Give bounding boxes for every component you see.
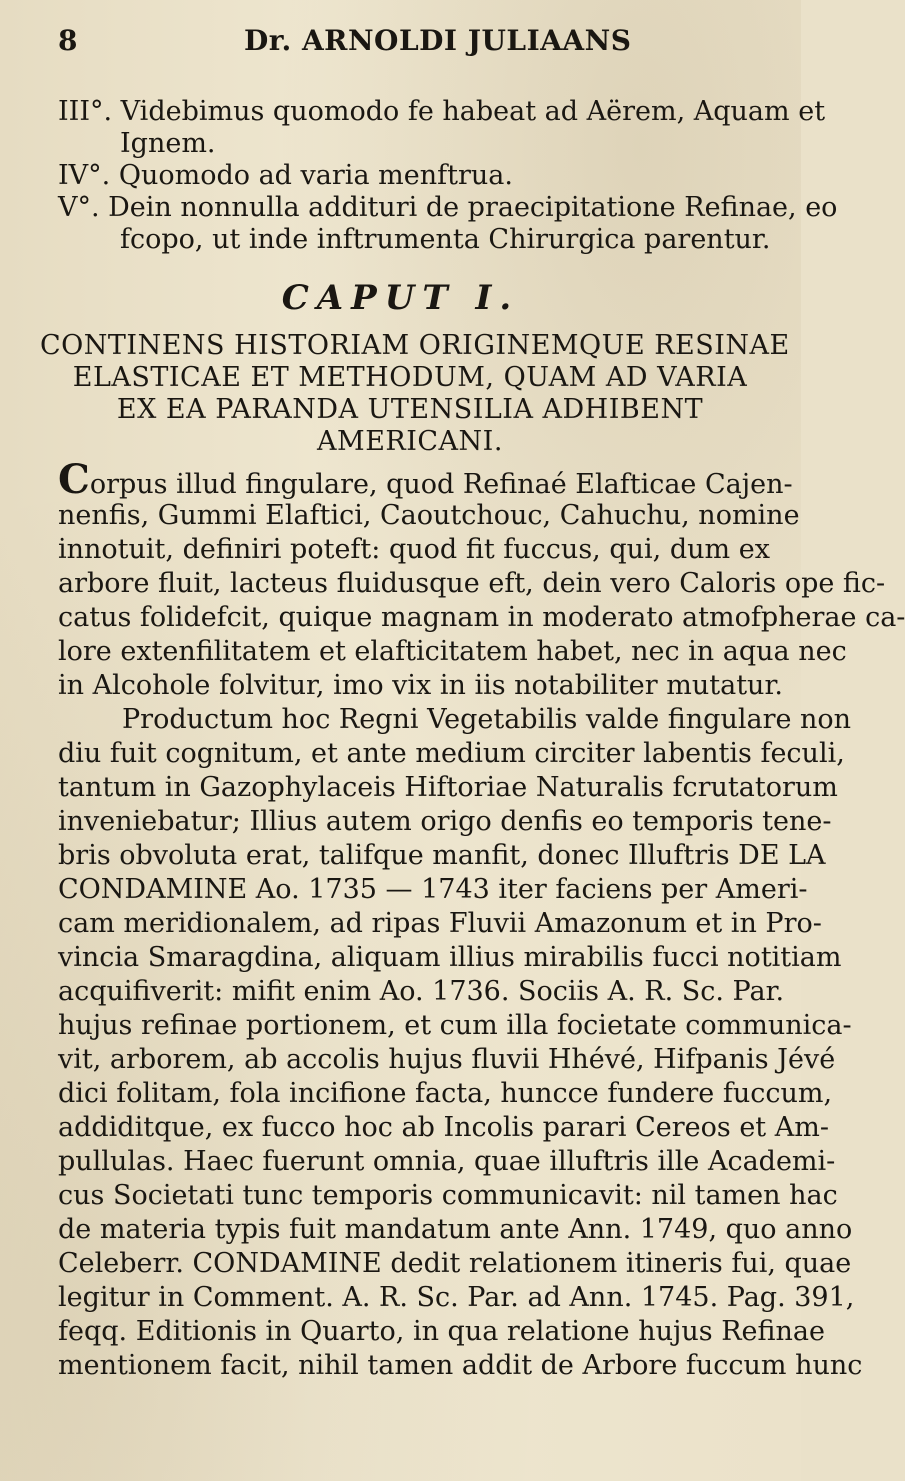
paragraph-2-line: addiditque, ex fucco hoc ab Incolis parari Cereos et Am-: [58, 1112, 829, 1143]
toc-item-3-continued: Ignem.: [120, 128, 216, 159]
paragraph-2-line: CONDAMINE Ao. 1735 — 1743 iter faciens per Ameri-: [58, 874, 808, 905]
paragraph-2-line: acquifiverit: mifit enim Ao. 1736. Sociis A. R. Sc. Par.: [58, 976, 785, 1007]
toc-item-4: IV°. Quomodo ad varia menftrua.: [58, 160, 513, 191]
running-header: [58, 24, 758, 64]
paragraph-2-line: cus Societati tunc temporis communicavit: nil tamen hac: [58, 1180, 838, 1211]
toc-item-5: V°. Dein nonnulla addituri de praecipitatione Refinae, eo: [58, 192, 838, 223]
paragraph-2-line: pullulas. Haec fuerunt omnia, quae illuftris ille Academi-: [58, 1146, 836, 1177]
running-head-title: Dr. ARNOLDI JULIAANS: [244, 24, 632, 57]
paragraph-2-line: diu fuit cognitum, et ante medium circiter labentis feculi,: [58, 738, 845, 769]
paragraph-2-line: vincia Smaragdina, aliquam illius mirabilis fucci notitiam: [58, 942, 842, 973]
drop-capital: C: [58, 456, 90, 503]
chapter-heading-line: EX EA PARANDA UTENSILIA ADHIBENT: [116, 394, 704, 425]
paragraph-1-line: catus folidefcit, quique magnam in moderato atmofpherae ca-: [58, 602, 905, 633]
paragraph-2-line: bris obvoluta erat, talifque manfit, donec Illuftris DE LA: [58, 840, 826, 871]
paragraph-2-line: dici folitam, fola incifione facta, huncce fundere fuccum,: [58, 1078, 833, 1109]
paragraph-1-line: arbore fluit, lacteus fluidusque eft, dein vero Caloris ope fic-: [58, 568, 886, 599]
paragraph-1-first-line-text: orpus illud fingulare, quod Refinaé Elafticae Cajen-: [89, 469, 793, 500]
paragraph-2-line: legitur in Comment. A. R. Sc. Par. ad Ann. 1745. Pag. 391,: [58, 1282, 855, 1313]
paragraph-1-line: innotuit, definiri poteft: quod fit fuccus, qui, dum ex: [58, 534, 770, 565]
paragraph-1-line: nenfis, Gummi Elaftici, Caoutchouc, Cahuchu, nomine: [58, 500, 800, 531]
paragraph-2-line: cam meridionalem, ad ripas Fluvii Amazonum et in Pro-: [58, 908, 822, 939]
paragraph-2-line: Celeberr. CONDAMINE dedit relationem itineris fui, quae: [58, 1248, 852, 1279]
chapter-title: CAPUT I.: [281, 278, 520, 318]
chapter-heading-line: AMERICANI.: [317, 426, 503, 457]
paragraph-2-line: feqq. Editionis in Quarto, in qua relatione hujus Refinae: [58, 1316, 825, 1347]
page-number: 8: [58, 24, 78, 57]
chapter-heading-line: ELASTICAE ET METHODUM, QUAM AD VARIA: [72, 362, 748, 393]
chapter-heading-line: CONTINENS HISTORIAM ORIGINEMQUE RESINAE: [40, 330, 790, 361]
paragraph-2-line: tantum in Gazophylaceis Hiftoriae Naturalis fcrutatorum: [58, 772, 838, 803]
paragraph-2-first-line: Productum hoc Regni Vegetabilis valde fingulare non: [122, 704, 852, 735]
paragraph-2-line: inveniebatur; Illius autem origo denfis eo temporis tene-: [58, 806, 832, 837]
toc-item-3: III°. Videbimus quomodo fe habeat ad Aërem, Aquam et: [58, 96, 826, 127]
paragraph-1-line: lore extenfilitatem et elafticitatem habet, nec in aqua nec: [58, 636, 847, 667]
paragraph-1-first-line: [58, 456, 793, 503]
toc-item-5-continued: fcopo, ut inde inftrumenta Chirurgica parentur.: [120, 224, 771, 255]
paragraph-2-line: vit, arborem, ab accolis hujus fluvii Hhévé, Hifpanis Jévé: [58, 1044, 836, 1075]
paragraph-2-line: hujus refinae portionem, et cum illa focietate communica-: [58, 1010, 852, 1041]
paragraph-1-line: in Alcohole folvitur, imo vix in iis notabiliter mutatur.: [58, 670, 783, 701]
paragraph-2-line: mentionem facit, nihil tamen addit de Arbore fuccum hunc: [58, 1350, 863, 1381]
paragraph-2-line: de materia typis fuit mandatum ante Ann. 1749, quo anno: [58, 1214, 853, 1245]
